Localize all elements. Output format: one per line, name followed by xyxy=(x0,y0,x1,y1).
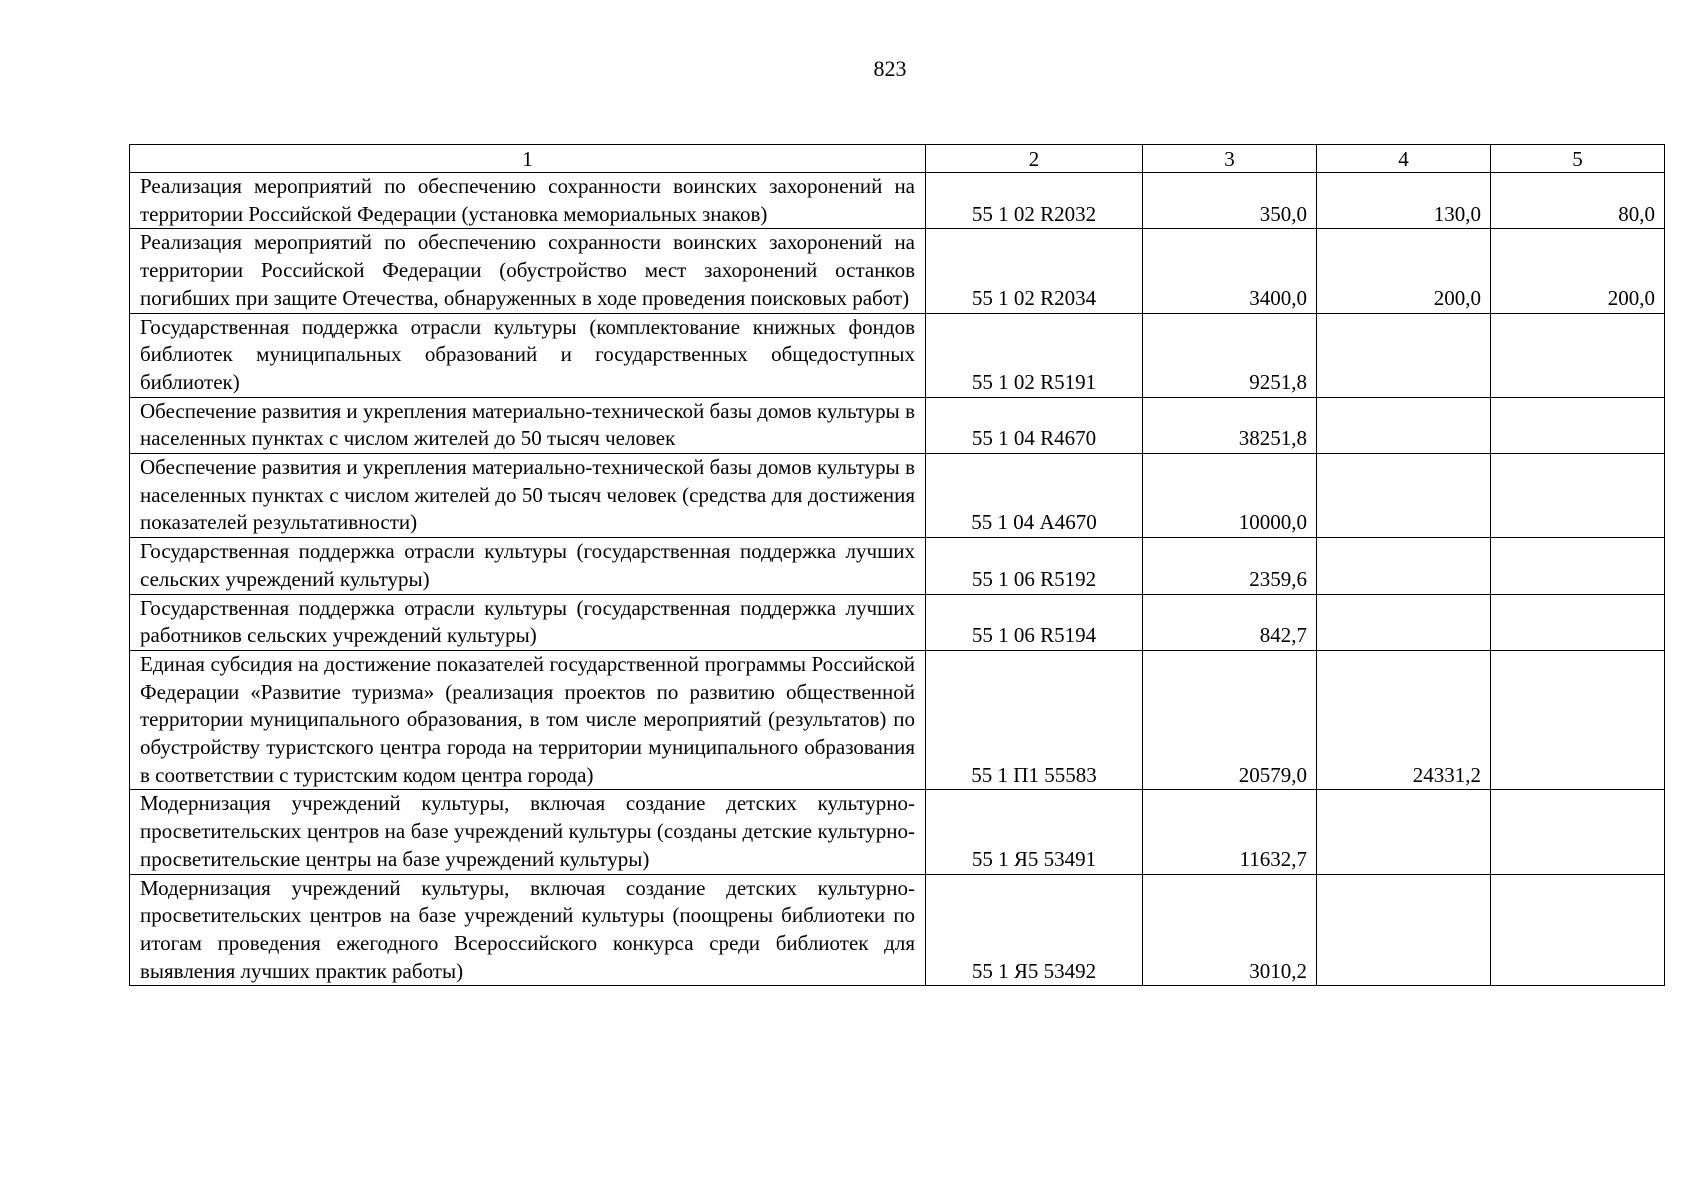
table-row xyxy=(130,229,1665,313)
row-value-col-3: 11632,7 xyxy=(1143,790,1317,874)
table-row xyxy=(130,650,1665,790)
table-row xyxy=(130,874,1665,986)
row-value-col-4: 24331,2 xyxy=(1317,650,1491,790)
row-code: 55 1 02 R5191 xyxy=(926,313,1143,397)
row-value-col-3: 38251,8 xyxy=(1143,397,1317,453)
row-value-col-5 xyxy=(1491,874,1665,986)
row-value-col-5 xyxy=(1491,454,1665,538)
row-code: 55 1 04 А4670 xyxy=(926,454,1143,538)
row-description: Модернизация учреждений культуры, включая создание детских культурно-просветительских центров на базе учреждений культуры (поощрены библиотеки по итогам проведения ежегодного Всероссийского конкурса среди библиотек для выявления лучших практик работы) xyxy=(130,874,926,986)
row-description: Государственная поддержка отрасли культуры (государственная поддержка лучших работников сельских учреждений культуры) xyxy=(130,594,926,650)
header-col-1: 1 xyxy=(130,145,926,173)
row-value-col-3: 842,7 xyxy=(1143,594,1317,650)
row-code: 55 1 06 R5192 xyxy=(926,538,1143,594)
row-value-col-3: 350,0 xyxy=(1143,173,1317,229)
row-value-col-3: 20579,0 xyxy=(1143,650,1317,790)
row-value-col-5 xyxy=(1491,650,1665,790)
row-code: 55 1 П1 55583 xyxy=(926,650,1143,790)
page-number: 823 xyxy=(873,56,907,81)
budget-table xyxy=(129,144,1665,986)
row-value-col-5 xyxy=(1491,594,1665,650)
header-col-3: 3 xyxy=(1143,145,1317,173)
header-col-5: 5 xyxy=(1491,145,1665,173)
row-code: 55 1 06 R5194 xyxy=(926,594,1143,650)
row-code: 55 1 Я5 53491 xyxy=(926,790,1143,874)
row-value-col-5: 200,0 xyxy=(1491,229,1665,313)
row-description: Реализация мероприятий по обеспечению сохранности воинских захоронений на территории Российской Федерации (установка мемориальных знаков) xyxy=(130,173,926,229)
row-value-col-4 xyxy=(1317,790,1491,874)
row-value-col-4 xyxy=(1317,874,1491,986)
table-row xyxy=(130,538,1665,594)
row-value-col-5: 80,0 xyxy=(1491,173,1665,229)
row-value-col-4 xyxy=(1317,454,1491,538)
row-value-col-5 xyxy=(1491,538,1665,594)
header-col-2: 2 xyxy=(926,145,1143,173)
row-code: 55 1 02 R2034 xyxy=(926,229,1143,313)
row-value-col-5 xyxy=(1491,790,1665,874)
row-value-col-4: 200,0 xyxy=(1317,229,1491,313)
table-row xyxy=(130,313,1665,397)
row-value-col-5 xyxy=(1491,397,1665,453)
row-description: Обеспечение развития и укрепления материально-технической базы домов культуры в населенных пунктах с числом жителей до 50 тысяч человек xyxy=(130,397,926,453)
table-header-row xyxy=(130,145,1665,173)
row-value-col-4: 130,0 xyxy=(1317,173,1491,229)
row-value-col-4 xyxy=(1317,594,1491,650)
row-description: Модернизация учреждений культуры, включая создание детских культурно-просветительских центров на базе учреждений культуры (созданы детские культурно-просветительские центры на базе учреждений культуры) xyxy=(130,790,926,874)
row-value-col-4 xyxy=(1317,313,1491,397)
table-row xyxy=(130,454,1665,538)
row-value-col-3: 2359,6 xyxy=(1143,538,1317,594)
row-value-col-5 xyxy=(1491,313,1665,397)
row-value-col-3: 3400,0 xyxy=(1143,229,1317,313)
row-code: 55 1 04 R4670 xyxy=(926,397,1143,453)
header-col-4: 4 xyxy=(1317,145,1491,173)
row-code: 55 1 02 R2032 xyxy=(926,173,1143,229)
table-row xyxy=(130,173,1665,229)
row-value-col-3: 3010,2 xyxy=(1143,874,1317,986)
row-description: Государственная поддержка отрасли культуры (государственная поддержка лучших сельских учреждений культуры) xyxy=(130,538,926,594)
table-row xyxy=(130,790,1665,874)
table-row xyxy=(130,594,1665,650)
row-description: Государственная поддержка отрасли культуры (комплектование книжных фондов библиотек муниципальных образований и государственных общедоступных библиотек) xyxy=(130,313,926,397)
row-description: Обеспечение развития и укрепления материально-технической базы домов культуры в населенных пунктах с числом жителей до 50 тысяч человек (средства для достижения показателей результативности) xyxy=(130,454,926,538)
table-row xyxy=(130,397,1665,453)
row-description: Реализация мероприятий по обеспечению сохранности воинских захоронений на территории Российской Федерации (обустройство мест захоронений останков погибших при защите Отечества, обнаруженных в ходе проведения поисковых работ) xyxy=(130,229,926,313)
row-value-col-3: 9251,8 xyxy=(1143,313,1317,397)
row-value-col-3: 10000,0 xyxy=(1143,454,1317,538)
row-description: Единая субсидия на достижение показателей государственной программы Российской Федерации «Развитие туризма» (реализация проектов по развитию общественной территории муниципального образования, в том числе мероприятий (результатов) по обустройству туристского центра города на территории муниципального образования в соответствии с туристским кодом центра города) xyxy=(130,650,926,790)
row-code: 55 1 Я5 53492 xyxy=(926,874,1143,986)
row-value-col-4 xyxy=(1317,538,1491,594)
row-value-col-4 xyxy=(1317,397,1491,453)
